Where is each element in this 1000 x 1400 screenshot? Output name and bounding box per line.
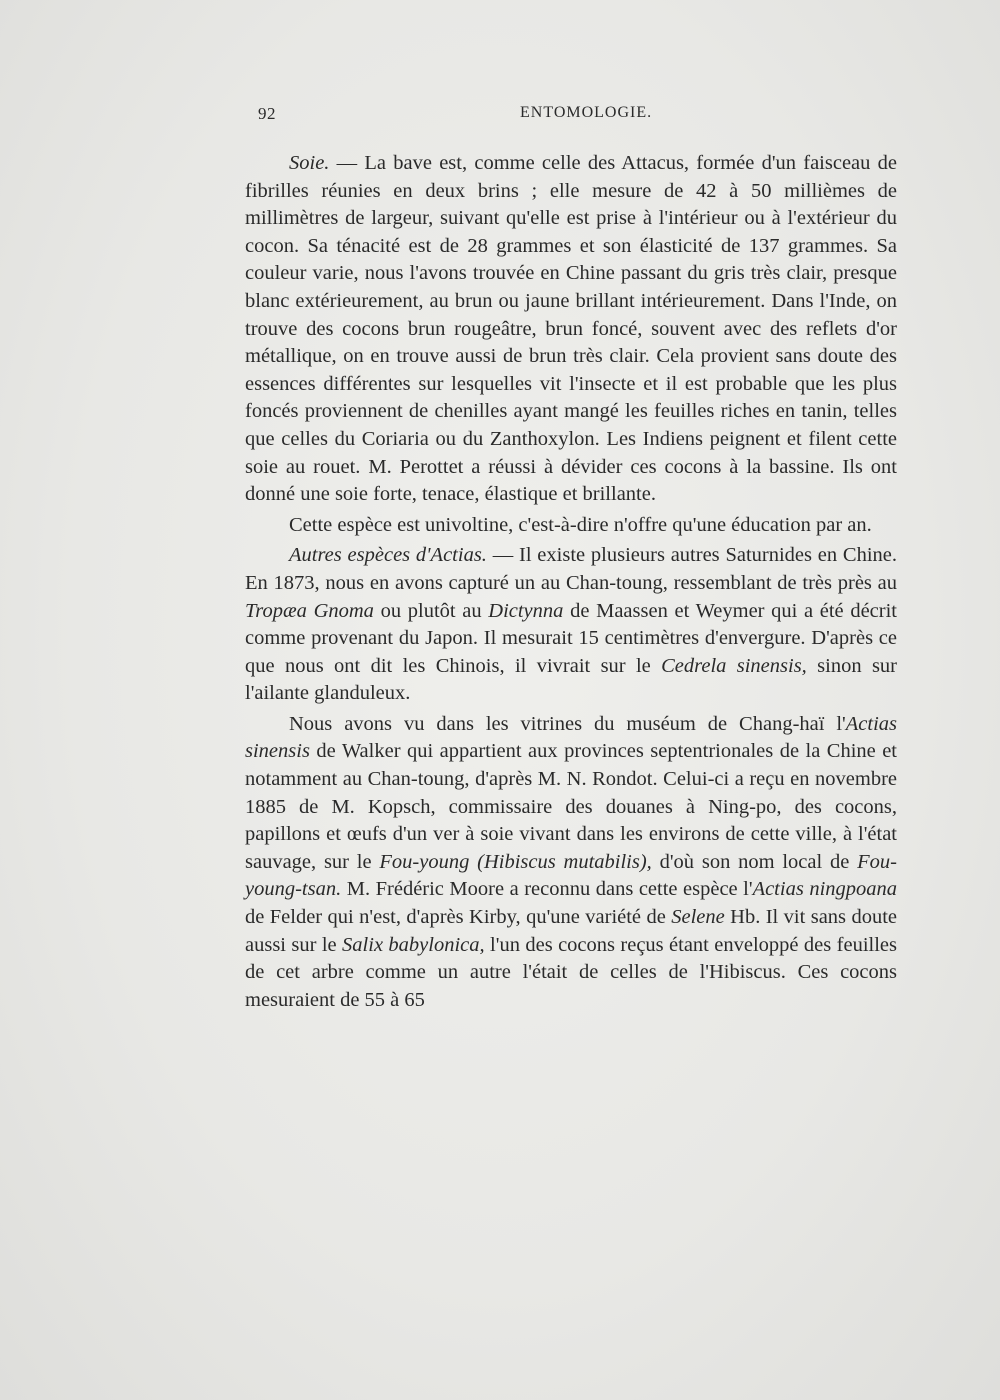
paragraph-actias-sinensis [245,711,897,1015]
species-name: Dictynna [488,599,564,622]
paragraph-text: de Walker qui appartient aux provinces septentrionales de la Chine et notamment au Chan-toung, d'après M. N. Rondot. Celui-ci a reçu en novembre 1885 de M. Kopsch, commissaire des douanes à Ning-po, des cocons, papillons et œufs d'un ver à soie vivant dans les environs de cette ville, à l'état sauvage, sur le [245,740,897,873]
paragraph-text: Hb. Il vit sans doute aussi sur le [245,906,897,956]
species-name: Actias sinensis [245,712,897,763]
paragraph-autres-especes [245,542,897,708]
paragraph-text: l'un des cocons reçus étant enveloppé des feuilles de cet arbre comme un autre l'était de celles de l'Hibiscus. Ces cocons mesuraient de 55 à 65 [245,933,897,1011]
paragraph-text: de Felder qui n'est, d'après Kirby, qu'une variété de [245,906,672,929]
species-name: Fou-young (Hibiscus mutabilis), [379,850,652,873]
species-name: Actias ningpoana [752,878,898,901]
paragraph-soie [245,150,897,509]
paragraph-text: Cette espèce est univoltine, c'est-à-dire n'offre qu'une éducation par an. [289,513,872,536]
species-name: Tropæa Gnoma [245,599,374,622]
paragraph-text: ou plutôt au [373,599,489,622]
species-name: Cedrela sinensis, [661,654,807,677]
species-name: Fou-young-tsan. [245,850,898,901]
paragraph-univoltine [245,512,897,540]
paragraph-text: Nous avons vu dans les vitrines du muséum de Chang-haï l' [289,712,846,735]
section-heading-soie: Soie. [289,152,330,174]
paragraph-text: d'où son nom local de [651,850,858,873]
paragraph-text: — Il existe plusieurs autres Saturnides en Chine. En 1873, nous en avons capturé un au Chan-toung, ressemblant de très près au [245,544,897,594]
species-name: Salix babylonica, [342,933,485,956]
species-name: Selene [671,906,725,929]
paragraph-text: M. Frédéric Moore a reconnu dans cette espèce l' [341,878,753,901]
page-number: 92 [258,104,276,123]
running-title: ENTOMOLOGIE. [520,104,653,121]
paragraph-text: de Maassen et Weymer qui a été décrit comme provenant du Japon. Il mesurait 15 centimètres d'envergure. D'après ce que nous ont dit les Chinois, il vivrait sur le [245,599,897,677]
paragraph-text: sinon sur l'ailante glanduleux. [245,654,897,705]
page-header [258,104,898,134]
paragraph-text: — La bave est, comme celle des Attacus, formée d'un faisceau de fibrilles réunies en deux brins ; elle mesure de 42 à 50 millièmes de millimètres de largeur, suivant qu'elle est prise à l'intérieur ou à l'extérieur du cocon. Sa ténacité est de 28 grammes et son élasticité de 137 grammes. Sa couleur varie, nous l'avons trouvée en Chine passant du gris très clair, presque blanc extérieurement, au brun ou jaune brillant intérieurement. Dans l'Inde, on trouve des cocons brun rougeâtre, brun foncé, souvent avec des reflets d'or métallique, on en trouve aussi de brun très clair. Cela provient sans doute des essences différentes sur lesquelles vit l'insecte et il est probable que les plus foncés proviennent de chenilles ayant mangé les feuilles riches en tanin, telles que celles du Coriaria ou du Zanthoxylon. Les Indiens peignent et filent cette soie au rouet. M. Perottet a réussi à dévider ces cocons à la bassine. Ils ont donné une soie forte, tenace, élastique et brillante. [245,152,897,506]
body-text [245,150,897,1014]
section-heading-autres-especes: Autres espèces d'Actias. [289,544,487,567]
